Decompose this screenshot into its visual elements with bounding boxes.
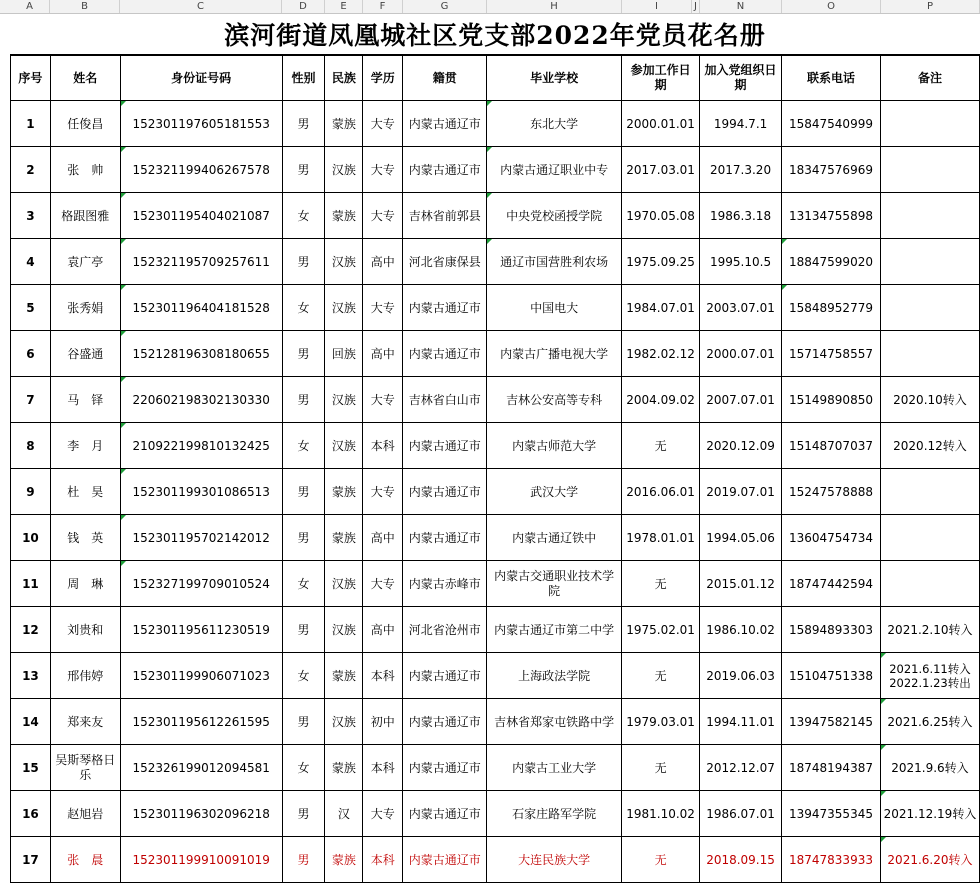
cell-name[interactable]: 邢伟婷	[50, 653, 120, 699]
column-header-f[interactable]: F	[363, 0, 403, 13]
column-header-o[interactable]: O	[782, 0, 881, 13]
cell-phone[interactable]: 18747442594	[782, 561, 881, 607]
cell-ethnicity[interactable]: 蒙族	[325, 745, 363, 791]
cell-ethnicity[interactable]: 蒙族	[325, 653, 363, 699]
cell-party-date[interactable]: 2007.07.01	[700, 377, 782, 423]
cell-origin[interactable]: 内蒙古通辽市	[403, 837, 487, 883]
cell-seq[interactable]: 14	[11, 699, 51, 745]
cell-school[interactable]: 武汉大学	[487, 469, 622, 515]
header-id[interactable]: 身份证号码	[120, 56, 282, 101]
cell-school[interactable]: 内蒙古通辽铁中	[487, 515, 622, 561]
cell-work-date[interactable]: 1975.09.25	[622, 239, 700, 285]
table-row	[11, 331, 980, 377]
cell-origin[interactable]: 内蒙古通辽市	[403, 469, 487, 515]
cell-id[interactable]: 210922199810132425	[120, 423, 282, 469]
cell-phone[interactable]: 18747833933	[782, 837, 881, 883]
cell-seq[interactable]: 17	[11, 837, 51, 883]
table-row	[11, 239, 980, 285]
cell-origin[interactable]: 内蒙古通辽市	[403, 653, 487, 699]
cell-work-date[interactable]: 1975.02.01	[622, 607, 700, 653]
column-header-g[interactable]: G	[403, 0, 487, 13]
cell-seq[interactable]: 12	[11, 607, 51, 653]
cell-gender[interactable]: 男	[282, 469, 325, 515]
cell-remark[interactable]	[880, 515, 979, 561]
cell-party-date[interactable]: 2015.01.12	[700, 561, 782, 607]
cell-seq[interactable]: 4	[11, 239, 51, 285]
cell-name[interactable]: 谷盛通	[50, 331, 120, 377]
table-row	[11, 423, 980, 469]
cell-id[interactable]: 152301196404181528	[120, 285, 282, 331]
cell-name[interactable]: 吴斯琴格日乐	[50, 745, 120, 791]
header-party-date[interactable]: 加入党组织日 期	[700, 56, 782, 101]
cell-gender[interactable]: 男	[282, 515, 325, 561]
cell-gender[interactable]: 男	[282, 791, 325, 837]
cell-education[interactable]: 本科	[363, 745, 403, 791]
cell-gender[interactable]: 男	[282, 331, 325, 377]
table-row	[11, 699, 980, 745]
cell-ethnicity[interactable]: 汉族	[325, 607, 363, 653]
table-row	[11, 101, 980, 147]
cell-name[interactable]: 周 琳	[50, 561, 120, 607]
cell-work-date[interactable]: 无	[622, 745, 700, 791]
cell-school[interactable]: 上海政法学院	[487, 653, 622, 699]
cell-gender[interactable]: 男	[282, 239, 325, 285]
cell-phone[interactable]: 13604754734	[782, 515, 881, 561]
cell-education[interactable]: 大专	[363, 193, 403, 239]
cell-education[interactable]: 本科	[363, 837, 403, 883]
cell-phone[interactable]: 15149890850	[782, 377, 881, 423]
cell-seq[interactable]: 3	[11, 193, 51, 239]
cell-phone[interactable]: 13134755898	[782, 193, 881, 239]
cell-origin[interactable]: 内蒙古通辽市	[403, 285, 487, 331]
cell-name[interactable]: 张 帅	[50, 147, 120, 193]
cell-seq[interactable]: 9	[11, 469, 51, 515]
cell-remark[interactable]	[880, 469, 979, 515]
cell-school[interactable]: 内蒙古通辽职业中专	[487, 147, 622, 193]
column-header-d[interactable]: D	[282, 0, 325, 13]
cell-work-date[interactable]: 无	[622, 837, 700, 883]
cell-party-date[interactable]: 1986.10.02	[700, 607, 782, 653]
cell-ethnicity[interactable]: 蒙族	[325, 837, 363, 883]
cell-name[interactable]: 杜 昊	[50, 469, 120, 515]
table-row	[11, 561, 980, 607]
cell-education[interactable]: 大专	[363, 561, 403, 607]
cell-name[interactable]: 袁广亭	[50, 239, 120, 285]
cell-school[interactable]: 中央党校函授学院	[487, 193, 622, 239]
cell-origin[interactable]: 内蒙古通辽市	[403, 423, 487, 469]
cell-work-date[interactable]: 1979.03.01	[622, 699, 700, 745]
cell-name[interactable]: 张 晨	[50, 837, 120, 883]
cell-work-date[interactable]: 无	[622, 423, 700, 469]
cell-gender[interactable]: 男	[282, 607, 325, 653]
cell-gender[interactable]: 男	[282, 147, 325, 193]
cell-work-date[interactable]: 无	[622, 653, 700, 699]
column-header-j[interactable]: J	[692, 0, 700, 13]
remark-line: 2021.6.11转入	[889, 661, 971, 676]
cell-seq[interactable]: 1	[11, 101, 51, 147]
cell-remark[interactable]: 2021.12.19转入	[880, 791, 979, 837]
cell-party-date[interactable]: 2012.12.07	[700, 745, 782, 791]
cell-party-date[interactable]: 1986.3.18	[700, 193, 782, 239]
cell-party-date[interactable]: 1994.11.01	[700, 699, 782, 745]
cell-party-date[interactable]: 1995.10.5	[700, 239, 782, 285]
cell-education[interactable]: 高中	[363, 607, 403, 653]
cell-ethnicity[interactable]: 蒙族	[325, 101, 363, 147]
cell-phone[interactable]: 18347576969	[782, 147, 881, 193]
cell-gender[interactable]: 女	[282, 285, 325, 331]
cell-id[interactable]: 152301199301086513	[120, 469, 282, 515]
cell-remark[interactable]: 2020.12转入	[880, 423, 979, 469]
cell-education[interactable]: 大专	[363, 285, 403, 331]
cell-ethnicity[interactable]: 汉族	[325, 285, 363, 331]
cell-party-date[interactable]: 2003.07.01	[700, 285, 782, 331]
table-row	[11, 469, 980, 515]
cell-ethnicity[interactable]: 汉族	[325, 377, 363, 423]
cell-party-date[interactable]: 1994.7.1	[700, 101, 782, 147]
cell-school[interactable]: 内蒙古交通职业技术学院	[487, 561, 622, 607]
cell-school[interactable]: 内蒙古师范大学	[487, 423, 622, 469]
cell-education[interactable]: 大专	[363, 469, 403, 515]
cell-education[interactable]: 高中	[363, 515, 403, 561]
cell-origin[interactable]: 内蒙古通辽市	[403, 791, 487, 837]
cell-school[interactable]: 内蒙古工业大学	[487, 745, 622, 791]
cell-gender[interactable]: 女	[282, 423, 325, 469]
cell-work-date[interactable]: 2000.01.01	[622, 101, 700, 147]
cell-seq[interactable]: 2	[11, 147, 51, 193]
column-header-bar	[0, 0, 980, 14]
cell-remark[interactable]	[880, 239, 979, 285]
cell-phone[interactable]: 18748194387	[782, 745, 881, 791]
cell-name[interactable]: 李 月	[50, 423, 120, 469]
cell-school[interactable]: 吉林公安高等专科	[487, 377, 622, 423]
cell-phone[interactable]: 18847599020	[782, 239, 881, 285]
cell-id[interactable]: 152301197605181553	[120, 101, 282, 147]
header-school[interactable]: 毕业学校	[487, 56, 622, 101]
cell-id[interactable]: 152301195702142012	[120, 515, 282, 561]
cell-work-date[interactable]: 2004.09.02	[622, 377, 700, 423]
header-remark[interactable]: 备注	[880, 56, 979, 101]
cell-phone[interactable]: 13947582145	[782, 699, 881, 745]
cell-id[interactable]: 152128196308180655	[120, 331, 282, 377]
cell-remark[interactable]	[880, 193, 979, 239]
sheet-title: 滨河街道凤凰城社区党支部2022年党员花名册	[224, 21, 766, 50]
cell-id[interactable]: 152301195404021087	[120, 193, 282, 239]
cell-ethnicity[interactable]: 蒙族	[325, 469, 363, 515]
cell-origin[interactable]: 吉林省前郭县	[403, 193, 487, 239]
cell-id[interactable]: 152301199906071023	[120, 653, 282, 699]
cell-seq[interactable]: 15	[11, 745, 51, 791]
cell-id[interactable]: 152301195612261595	[120, 699, 282, 745]
cell-name[interactable]: 刘贵和	[50, 607, 120, 653]
column-header-n[interactable]: N	[700, 0, 782, 13]
cell-gender[interactable]: 女	[282, 193, 325, 239]
cell-party-date[interactable]: 2017.3.20	[700, 147, 782, 193]
cell-work-date[interactable]: 2017.03.01	[622, 147, 700, 193]
cell-gender[interactable]: 女	[282, 653, 325, 699]
cell-seq[interactable]: 5	[11, 285, 51, 331]
cell-origin[interactable]: 河北省沧州市	[403, 607, 487, 653]
cell-origin[interactable]: 内蒙古通辽市	[403, 101, 487, 147]
cell-education[interactable]: 高中	[363, 331, 403, 377]
header-seq[interactable]: 序号	[11, 56, 51, 101]
cell-school[interactable]: 通辽市国营胜利农场	[487, 239, 622, 285]
table-row	[11, 607, 980, 653]
cell-name[interactable]: 赵旭岩	[50, 791, 120, 837]
cell-ethnicity[interactable]: 汉族	[325, 239, 363, 285]
table-row	[11, 837, 980, 883]
table-row	[11, 193, 980, 239]
header-ethnicity[interactable]: 民族	[325, 56, 363, 101]
cell-ethnicity[interactable]: 蒙族	[325, 193, 363, 239]
cell-gender[interactable]: 男	[282, 101, 325, 147]
cell-party-date[interactable]: 2000.07.01	[700, 331, 782, 377]
cell-seq[interactable]: 6	[11, 331, 51, 377]
column-header-p[interactable]: P	[881, 0, 980, 13]
cell-phone[interactable]: 13947355345	[782, 791, 881, 837]
cell-work-date[interactable]: 1981.10.02	[622, 791, 700, 837]
cell-school[interactable]: 吉林省郑家屯铁路中学	[487, 699, 622, 745]
cell-party-date[interactable]: 2019.06.03	[700, 653, 782, 699]
cell-school[interactable]: 大连民族大学	[487, 837, 622, 883]
cell-name[interactable]: 任俊昌	[50, 101, 120, 147]
column-header-b[interactable]: B	[50, 0, 120, 13]
cell-phone[interactable]: 15894893303	[782, 607, 881, 653]
cell-origin[interactable]: 内蒙古通辽市	[403, 515, 487, 561]
cell-phone[interactable]: 15847540999	[782, 101, 881, 147]
cell-seq[interactable]: 11	[11, 561, 51, 607]
header-phone[interactable]: 联系电话	[782, 56, 881, 101]
cell-work-date[interactable]: 1978.01.01	[622, 515, 700, 561]
cell-remark[interactable]	[880, 561, 979, 607]
cell-phone[interactable]: 15148707037	[782, 423, 881, 469]
member-table	[10, 55, 980, 883]
cell-origin[interactable]: 河北省康保县	[403, 239, 487, 285]
cell-id[interactable]: 152327199709010524	[120, 561, 282, 607]
cell-party-date[interactable]: 1986.07.01	[700, 791, 782, 837]
cell-remark[interactable]: 2020.10转入	[880, 377, 979, 423]
cell-remark[interactable]: 2021.6.20转入	[880, 837, 979, 883]
cell-seq[interactable]: 16	[11, 791, 51, 837]
table-row	[11, 791, 980, 837]
cell-name[interactable]: 格跟图雅	[50, 193, 120, 239]
cell-party-date[interactable]: 1994.05.06	[700, 515, 782, 561]
column-header-a[interactable]: A	[10, 0, 50, 13]
cell-gender[interactable]: 女	[282, 745, 325, 791]
cell-school[interactable]: 内蒙古通辽市第二中学	[487, 607, 622, 653]
cell-school[interactable]: 东北大学	[487, 101, 622, 147]
cell-work-date[interactable]: 无	[622, 561, 700, 607]
cell-education[interactable]: 大专	[363, 101, 403, 147]
cell-remark[interactable]	[880, 147, 979, 193]
cell-ethnicity[interactable]: 汉族	[325, 423, 363, 469]
table-row	[11, 377, 980, 423]
cell-phone[interactable]: 15714758557	[782, 331, 881, 377]
cell-remark[interactable]	[880, 101, 979, 147]
cell-phone[interactable]: 15247578888	[782, 469, 881, 515]
cell-gender[interactable]: 女	[282, 561, 325, 607]
cell-ethnicity[interactable]: 汉	[325, 791, 363, 837]
cell-ethnicity[interactable]: 汉族	[325, 147, 363, 193]
header-work-date[interactable]: 参加工作日 期	[622, 56, 700, 101]
cell-ethnicity[interactable]: 汉族	[325, 561, 363, 607]
cell-id[interactable]: 152301199910091019	[120, 837, 282, 883]
cell-seq[interactable]: 7	[11, 377, 51, 423]
remark-line: 2022.1.23转出	[889, 675, 971, 690]
cell-origin[interactable]: 内蒙古赤峰市	[403, 561, 487, 607]
cell-gender[interactable]: 男	[282, 837, 325, 883]
header-education[interactable]: 学历	[363, 56, 403, 101]
table-row	[11, 147, 980, 193]
cell-origin[interactable]: 内蒙古通辽市	[403, 147, 487, 193]
cell-seq[interactable]: 8	[11, 423, 51, 469]
cell-education[interactable]: 高中	[363, 239, 403, 285]
cell-ethnicity[interactable]: 回族	[325, 331, 363, 377]
cell-id[interactable]: 152321195709257611	[120, 239, 282, 285]
cell-work-date[interactable]: 1982.02.12	[622, 331, 700, 377]
column-header-i[interactable]: I	[622, 0, 692, 13]
cell-party-date[interactable]: 2019.07.01	[700, 469, 782, 515]
cell-seq[interactable]: 10	[11, 515, 51, 561]
cell-work-date[interactable]: 2016.06.01	[622, 469, 700, 515]
cell-remark[interactable]: 2021.2.10转入	[880, 607, 979, 653]
cell-education[interactable]: 大专	[363, 377, 403, 423]
cell-remark[interactable]	[880, 653, 979, 699]
cell-id[interactable]: 152326199012094581	[120, 745, 282, 791]
cell-education[interactable]: 大专	[363, 791, 403, 837]
cell-id[interactable]: 220602198302130330	[120, 377, 282, 423]
cell-party-date[interactable]: 2018.09.15	[700, 837, 782, 883]
cell-education[interactable]: 大专	[363, 147, 403, 193]
cell-name[interactable]: 张秀娟	[50, 285, 120, 331]
cell-origin[interactable]: 吉林省白山市	[403, 377, 487, 423]
cell-phone[interactable]: 15104751338	[782, 653, 881, 699]
cell-education[interactable]: 本科	[363, 423, 403, 469]
table-row	[11, 745, 980, 791]
cell-origin[interactable]: 内蒙古通辽市	[403, 699, 487, 745]
cell-ethnicity[interactable]: 蒙族	[325, 515, 363, 561]
cell-remark[interactable]	[880, 331, 979, 377]
cell-name[interactable]: 马 铎	[50, 377, 120, 423]
cell-origin[interactable]: 内蒙古通辽市	[403, 745, 487, 791]
cell-work-date[interactable]: 1970.05.08	[622, 193, 700, 239]
cell-work-date[interactable]: 1984.07.01	[622, 285, 700, 331]
cell-origin[interactable]: 内蒙古通辽市	[403, 331, 487, 377]
cell-phone[interactable]: 15848952779	[782, 285, 881, 331]
cell-id[interactable]: 152301195611230519	[120, 607, 282, 653]
cell-school[interactable]: 中国电大	[487, 285, 622, 331]
header-row	[11, 56, 980, 101]
cell-party-date[interactable]: 2020.12.09	[700, 423, 782, 469]
cell-education[interactable]: 本科	[363, 653, 403, 699]
cell-remark[interactable]: 2021.9.6转入	[880, 745, 979, 791]
cell-name[interactable]: 郑来友	[50, 699, 120, 745]
cell-gender[interactable]: 男	[282, 377, 325, 423]
cell-school[interactable]: 内蒙古广播电视大学	[487, 331, 622, 377]
column-header-h[interactable]: H	[487, 0, 622, 13]
cell-id[interactable]: 152321199406267578	[120, 147, 282, 193]
cell-name[interactable]: 钱 英	[50, 515, 120, 561]
cell-ethnicity[interactable]: 汉族	[325, 699, 363, 745]
column-header-e[interactable]: E	[325, 0, 363, 13]
cell-remark[interactable]: 2021.6.25转入	[880, 699, 979, 745]
column-header-c[interactable]: C	[120, 0, 282, 13]
cell-education[interactable]: 初中	[363, 699, 403, 745]
cell-gender[interactable]: 男	[282, 699, 325, 745]
cell-id[interactable]: 152301196302096218	[120, 791, 282, 837]
cell-school[interactable]: 石家庄路军学院	[487, 791, 622, 837]
header-name[interactable]: 姓名	[50, 56, 120, 101]
cell-remark[interactable]	[880, 285, 979, 331]
table-row	[11, 653, 980, 699]
header-origin[interactable]: 籍贯	[403, 56, 487, 101]
title-row[interactable]	[10, 14, 980, 55]
table-row	[11, 285, 980, 331]
table-row	[11, 515, 980, 561]
cell-seq[interactable]: 13	[11, 653, 51, 699]
header-gender[interactable]: 性别	[282, 56, 325, 101]
